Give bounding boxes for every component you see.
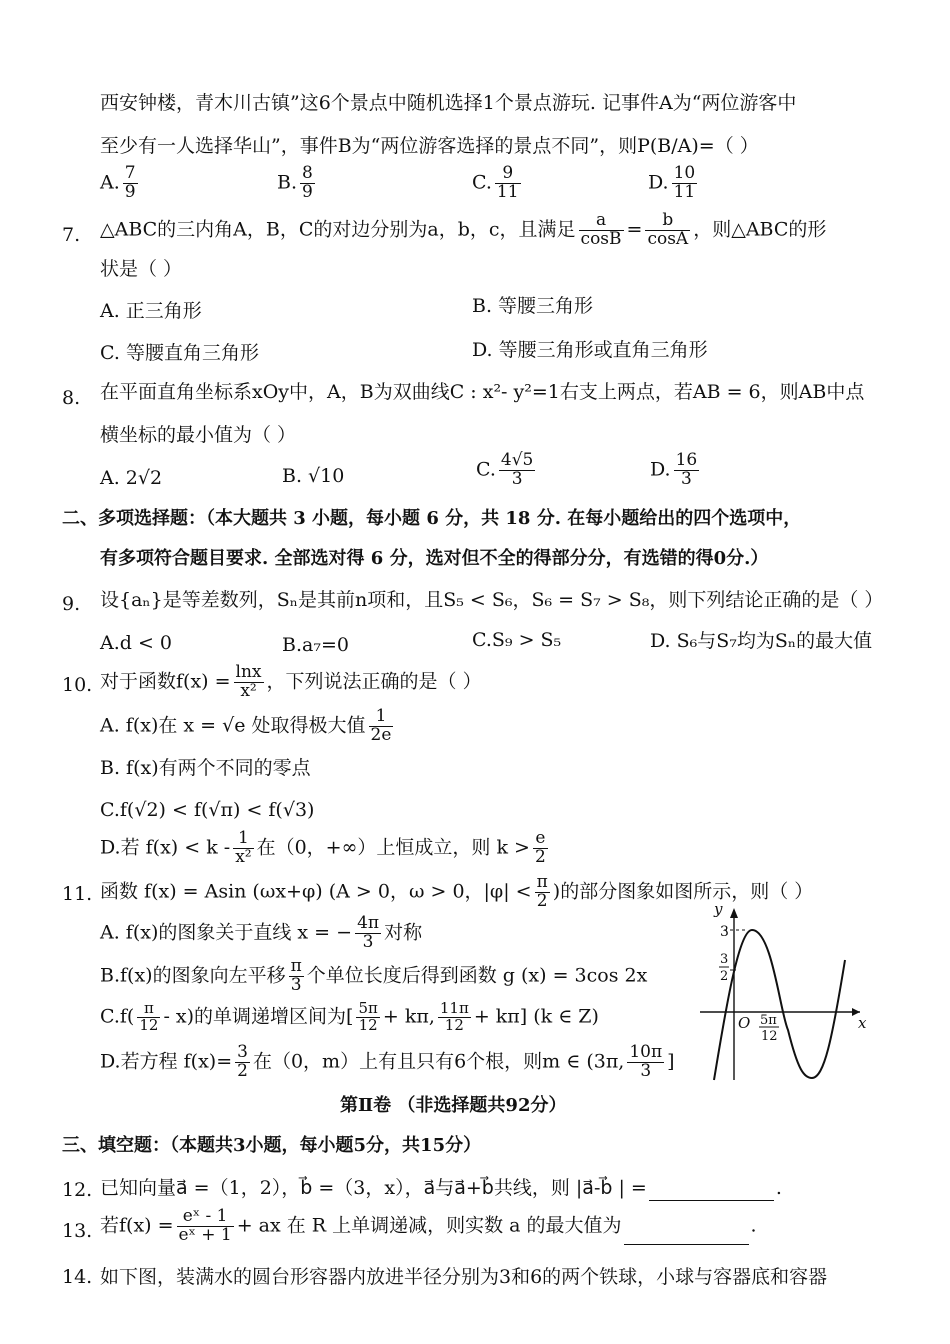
q11-option-a[interactable]: A. f(x)的图象关于直线 x = − $\frac{4\pi}{3}$ 对称	[100, 913, 423, 952]
q8-option-c[interactable]: C. $\frac{4√5}{3}$	[476, 450, 534, 489]
q11-option-b[interactable]: B.f(x)的图象向左平移 $\frac{\pi}{3}$ 个单位长度后得到函数 g (x) = 3cos 2x	[100, 956, 648, 995]
q13-line: 若f(x) = $\frac{\text{eˣ - 1}}{\text{eˣ + 1}}$ + ax 在 R 上单调递减，则实数 a 的最大值为 .	[100, 1206, 757, 1245]
q7-option-d[interactable]: D. 等腰三角形或直角三角形	[472, 339, 708, 361]
q6-option-b[interactable]: B. $\frac{8}{9}$	[277, 163, 313, 202]
q7-option-c[interactable]: C. 等腰直角三角形	[100, 342, 259, 364]
q7-line-1: △ABC的三内角A，B，C的对边分别为a，b，c，且满足 $\frac{a}{\cos B}$ = $\frac{b}{\cos A}$ ，则△ABC的形	[100, 210, 827, 249]
origin-label: O	[738, 1014, 751, 1032]
q12-number: 12.	[62, 1179, 93, 1201]
y-tick-top: 3	[720, 924, 729, 940]
part2-title: 第Ⅱ卷 （非选择题共92分）	[340, 1095, 567, 1116]
q7-number: 7.	[62, 224, 81, 246]
q11-sine-graph	[700, 900, 870, 1090]
q9-option-a[interactable]: A.d < 0	[100, 632, 173, 654]
q9-option-b[interactable]: B.a₇=0	[282, 634, 349, 656]
q6-option-c[interactable]: C. $\frac{9}{11}$	[472, 163, 519, 202]
q9-line-1: 设{aₙ}是等差数列，Sₙ是其前n项和，且S₅ < S₆，S₆ = S₇ > S₈，则下列结论正确的是（ ）	[100, 589, 884, 611]
q10-option-c[interactable]: C.f(√2) < f(√π) < f(√3)	[100, 799, 315, 821]
q6-line-1: 西安钟楼，青木川古镇”这6个景点中随机选择1个景点游玩. 记事件A为“两位游客中	[100, 92, 797, 114]
x-tick-num: 5π	[760, 1013, 777, 1028]
q7-option-a[interactable]: A. 正三角形	[100, 300, 202, 322]
q9-number: 9.	[62, 593, 81, 615]
q10-option-b[interactable]: B. f(x)有两个不同的零点	[100, 757, 311, 779]
q11-line-1: 函数 f(x) = Asin (ωx+φ) (A > 0，ω > 0，|φ| < $\frac{\pi}{2}$ )的部分图象如图所示，则（ ）	[100, 872, 814, 911]
x-axis-label: x	[858, 1014, 867, 1032]
q11-option-d[interactable]: D.若方程 f(x)= $\frac{3}{2}$ 在（0，m）上有且只有6个根，则m ∈ (3π, $\frac{10\pi}{3}$ ]	[100, 1042, 675, 1081]
q9-option-c[interactable]: C.S₉ > S₅	[472, 629, 562, 651]
y-axis-label: y	[714, 900, 723, 918]
q10-number: 10.	[62, 674, 93, 696]
q8-option-a[interactable]: A. 2√2	[100, 467, 163, 489]
q12-answer-blank[interactable]	[649, 1182, 774, 1201]
q8-option-b[interactable]: B. √10	[282, 465, 345, 487]
section3-heading: 三、填空题：（本题共3小题，每小题5分，共15分）	[62, 1135, 482, 1156]
y-tick-mid-num: 3	[720, 952, 729, 967]
q8-line-2: 横坐标的最小值为（ ）	[100, 424, 297, 446]
q6-option-a[interactable]: A. $\frac{7}{9}$	[100, 163, 136, 202]
y-tick-mid-den: 2	[720, 969, 729, 984]
q8-number: 8.	[62, 387, 81, 409]
q14-number: 14.	[62, 1266, 93, 1288]
y-axis-arrow-icon	[730, 908, 738, 918]
q6-line-2: 至少有一人选择华山”，事件B为“两位游客选择的景点不同”，则P(B/A)=（ ）	[100, 135, 759, 157]
q9-option-d[interactable]: D. S₆与S₇均为Sₙ的最大值	[650, 630, 873, 652]
q7-option-b[interactable]: B. 等腰三角形	[472, 295, 594, 317]
q13-number: 13.	[62, 1220, 93, 1242]
x-tick-den: 12	[761, 1029, 778, 1044]
q10-option-d[interactable]: D.若 f(x) < k - $\frac{1}{\text{x²}}$ 在（0，+∞）上恒成立，则 k > $\frac{e}{2}$	[100, 828, 546, 867]
section2-heading-line-1: 二、多项选择题：（本大题共 3 小题，每小题 6 分，共 18 分. 在每小题给出的四个选项中，	[62, 508, 802, 529]
q8-option-d[interactable]: D. $\frac{16}{3}$	[650, 450, 698, 489]
q7-line-2: 状是（ ）	[100, 258, 183, 280]
q11-option-c[interactable]: C.f( $\frac{\pi}{12}$ - x)的单调递增区间为[ $\frac{5\pi}{12}$ + kπ, $\frac{11\pi}{12}$ + kπ] (k ∈ Z)	[100, 999, 599, 1034]
q6-option-d[interactable]: D. $\frac{10}{11}$	[648, 163, 696, 202]
q10-line-1: 对于函数f(x) = $\frac{\ln x}{\text{x²}}$ ，下列说法正确的是（ ）	[100, 662, 482, 701]
q14-line-1: 如下图，装满水的圆台形容器内放进半径分别为3和6的两个铁球，小球与容器底和容器	[100, 1266, 828, 1288]
section2-heading-line-2: 有多项符合题目要求. 全部选对得 6 分，选对但不全的得部分分，有选错的得0分.）	[100, 548, 769, 569]
q8-line-1: 在平面直角坐标系xOy中，A，B为双曲线C : x²- y²=1右支上两点，若AB = 6，则AB中点	[100, 381, 865, 403]
q11-number: 11.	[62, 883, 93, 905]
q13-answer-blank[interactable]	[624, 1226, 749, 1245]
q10-option-a[interactable]: A. f(x)在 x = √e 处取得极大值 $\frac{1}{2e}$	[100, 706, 392, 745]
q12-line: 已知向量a⃗ =（1，2），b⃗ =（3，x），a⃗与a⃗+b⃗共线，则 |a⃗-b⃗ | = .	[100, 1177, 782, 1199]
